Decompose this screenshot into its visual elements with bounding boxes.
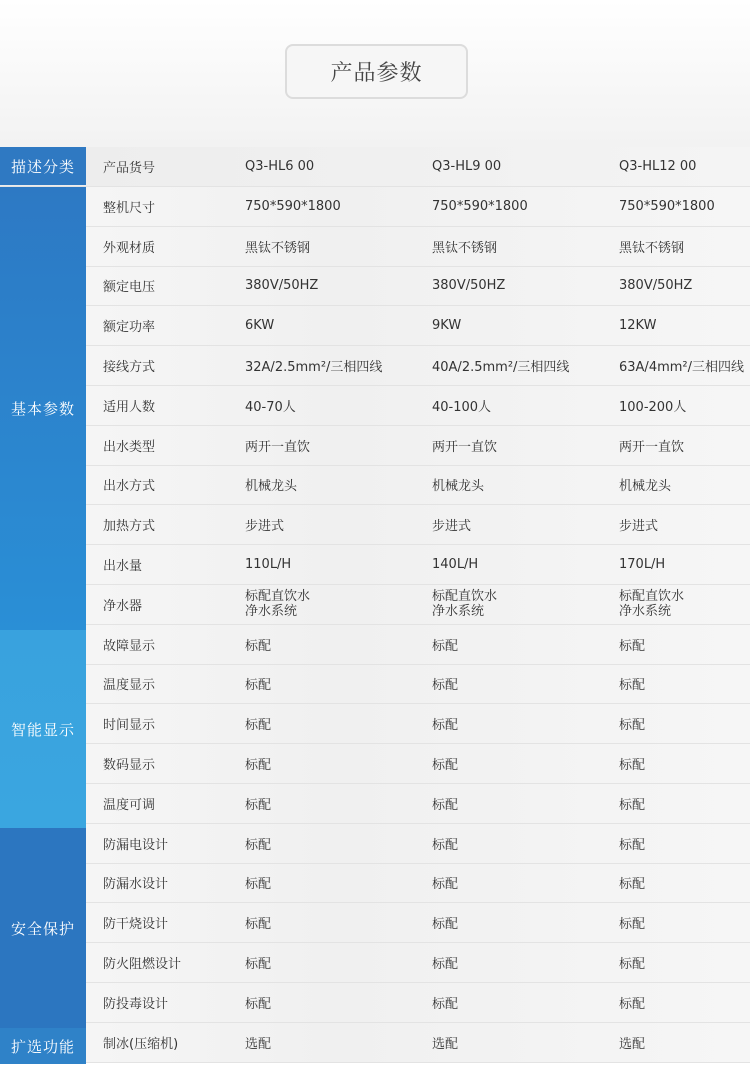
value-line: 净水系统 xyxy=(619,604,672,620)
value-model-2: 标配 xyxy=(432,917,459,933)
value-model-2: 标配 xyxy=(432,957,459,973)
value-model-3: Q3-HL12 00 xyxy=(619,159,697,174)
value-model-1 xyxy=(245,585,310,624)
category-ext: 扩选功能 xyxy=(0,1028,86,1064)
row-label: 整机尺寸 xyxy=(103,200,156,216)
value-model-3: 标配 xyxy=(619,678,646,694)
value-model-1: 标配 xyxy=(245,797,272,813)
row-label: 加热方式 xyxy=(103,519,156,535)
row-label: 出水量 xyxy=(103,559,143,575)
value-model-2: 标配 xyxy=(432,837,459,853)
value-model-3: 标配 xyxy=(619,837,646,853)
value-line: 标配直饮水 xyxy=(619,589,685,605)
row-label: 出水方式 xyxy=(103,479,156,495)
value-model-3: 标配 xyxy=(619,797,646,813)
value-model-1: 40-70人 xyxy=(245,399,296,415)
value-model-2: 380V/50HZ xyxy=(432,278,506,294)
table-row xyxy=(0,903,750,943)
table-row xyxy=(0,346,750,386)
value-line: 标配直饮水 xyxy=(432,589,498,605)
table-row xyxy=(0,864,750,904)
value-model-1: Q3-HL6 00 xyxy=(245,159,315,174)
table-row-header xyxy=(0,147,750,187)
value-model-1: 380V/50HZ xyxy=(245,278,319,294)
value-model-1: 两开一直饮 xyxy=(245,439,311,455)
value-model-2: 标配 xyxy=(432,996,459,1012)
category-desc: 描述分类 xyxy=(0,147,86,185)
row-label: 数码显示 xyxy=(103,758,156,774)
row-label: 额定电压 xyxy=(103,280,156,296)
value-model-3: 两开一直饮 xyxy=(619,439,685,455)
value-model-2: 标配 xyxy=(432,678,459,694)
category-smart: 智能显示 xyxy=(0,630,86,828)
value-model-2: 标配 xyxy=(432,718,459,734)
value-model-3: 100-200人 xyxy=(619,399,687,415)
table-row xyxy=(0,824,750,864)
value-line: 净水系统 xyxy=(432,604,485,620)
value-model-2: 40A/2.5mm²/三相四线 xyxy=(432,360,570,376)
value-model-1: 标配 xyxy=(245,638,272,654)
value-model-3: 380V/50HZ xyxy=(619,278,693,294)
table-row xyxy=(0,386,750,426)
value-model-2: 选配 xyxy=(432,1036,459,1052)
row-label: 温度可调 xyxy=(103,797,156,813)
table-row xyxy=(0,426,750,466)
value-model-3: 黑钛不锈钢 xyxy=(619,240,685,256)
row-label: 防漏水设计 xyxy=(103,877,169,893)
value-model-3 xyxy=(619,585,684,624)
row-label: 额定功率 xyxy=(103,320,156,336)
row-label: 产品货号 xyxy=(103,161,156,176)
value-model-2 xyxy=(432,585,497,624)
value-model-1: 选配 xyxy=(245,1036,272,1052)
value-model-1: 标配 xyxy=(245,957,272,973)
value-model-3: 170L/H xyxy=(619,557,666,573)
row-label: 故障显示 xyxy=(103,638,156,654)
value-model-1: 32A/2.5mm²/三相四线 xyxy=(245,360,383,376)
table-row xyxy=(0,585,750,625)
value-model-2: 标配 xyxy=(432,758,459,774)
spec-table xyxy=(0,147,750,1063)
value-model-3: 标配 xyxy=(619,877,646,893)
value-model-2: Q3-HL9 00 xyxy=(432,159,502,174)
table-row xyxy=(0,784,750,824)
value-model-1: 黑钛不锈钢 xyxy=(245,240,311,256)
value-model-2: 标配 xyxy=(432,638,459,654)
row-label: 外观材质 xyxy=(103,240,156,256)
table-row xyxy=(0,943,750,983)
value-line: 标配直饮水 xyxy=(245,589,311,605)
value-model-2: 标配 xyxy=(432,797,459,813)
row-label: 防干烧设计 xyxy=(103,917,169,933)
value-model-2: 机械龙头 xyxy=(432,479,485,495)
value-model-1: 标配 xyxy=(245,877,272,893)
table-row xyxy=(0,983,750,1023)
value-model-2: 标配 xyxy=(432,877,459,893)
value-model-1: 标配 xyxy=(245,837,272,853)
row-label: 温度显示 xyxy=(103,678,156,694)
value-model-3: 12KW xyxy=(619,318,657,334)
table-row xyxy=(0,545,750,585)
table-row xyxy=(0,505,750,545)
value-model-3: 标配 xyxy=(619,996,646,1012)
row-label: 适用人数 xyxy=(103,399,156,415)
table-row xyxy=(0,227,750,267)
value-model-3: 标配 xyxy=(619,638,646,654)
table-row xyxy=(0,744,750,784)
value-model-2: 9KW xyxy=(432,318,462,334)
value-model-1: 标配 xyxy=(245,996,272,1012)
table-row xyxy=(0,704,750,744)
table-row xyxy=(0,306,750,346)
table-row xyxy=(0,625,750,665)
table-row xyxy=(0,1023,750,1063)
table-row xyxy=(0,466,750,506)
value-model-1: 步进式 xyxy=(245,519,285,535)
row-label: 出水类型 xyxy=(103,439,156,455)
value-model-2: 750*590*1800 xyxy=(432,198,528,214)
page-title: 产品参数 xyxy=(285,44,468,99)
category-safety: 安全保护 xyxy=(0,828,86,1028)
row-label: 防投毒设计 xyxy=(103,996,169,1012)
row-label: 防火阻燃设计 xyxy=(103,957,182,973)
category-basic: 基本参数 xyxy=(0,187,86,630)
value-model-3: 标配 xyxy=(619,957,646,973)
value-line: 净水系统 xyxy=(245,604,298,620)
value-model-3: 750*590*1800 xyxy=(619,198,715,214)
value-model-2: 两开一直饮 xyxy=(432,439,498,455)
value-model-2: 40-100人 xyxy=(432,399,492,415)
value-model-3: 选配 xyxy=(619,1036,646,1052)
value-model-1: 110L/H xyxy=(245,557,292,573)
value-model-2: 步进式 xyxy=(432,519,472,535)
footer-space xyxy=(0,1064,750,1077)
row-label: 时间显示 xyxy=(103,718,156,734)
table-row xyxy=(0,665,750,705)
value-model-1: 标配 xyxy=(245,678,272,694)
row-label: 制冰(压缩机) xyxy=(103,1036,179,1052)
value-model-3: 步进式 xyxy=(619,519,659,535)
table-row xyxy=(0,187,750,227)
value-model-3: 63A/4mm²/三相四线 xyxy=(619,360,745,376)
value-model-3: 机械龙头 xyxy=(619,479,672,495)
row-label: 接线方式 xyxy=(103,360,156,376)
value-model-3: 标配 xyxy=(619,917,646,933)
value-model-1: 标配 xyxy=(245,917,272,933)
value-model-1: 750*590*1800 xyxy=(245,198,341,214)
value-model-1: 标配 xyxy=(245,718,272,734)
row-label: 净水器 xyxy=(103,598,143,614)
value-model-3: 标配 xyxy=(619,758,646,774)
value-model-1: 标配 xyxy=(245,758,272,774)
value-model-2: 140L/H xyxy=(432,557,479,573)
table-row xyxy=(0,267,750,307)
value-model-1: 机械龙头 xyxy=(245,479,298,495)
value-model-3: 标配 xyxy=(619,718,646,734)
row-label: 防漏电设计 xyxy=(103,837,169,853)
value-model-2: 黑钛不锈钢 xyxy=(432,240,498,256)
value-model-1: 6KW xyxy=(245,318,275,334)
